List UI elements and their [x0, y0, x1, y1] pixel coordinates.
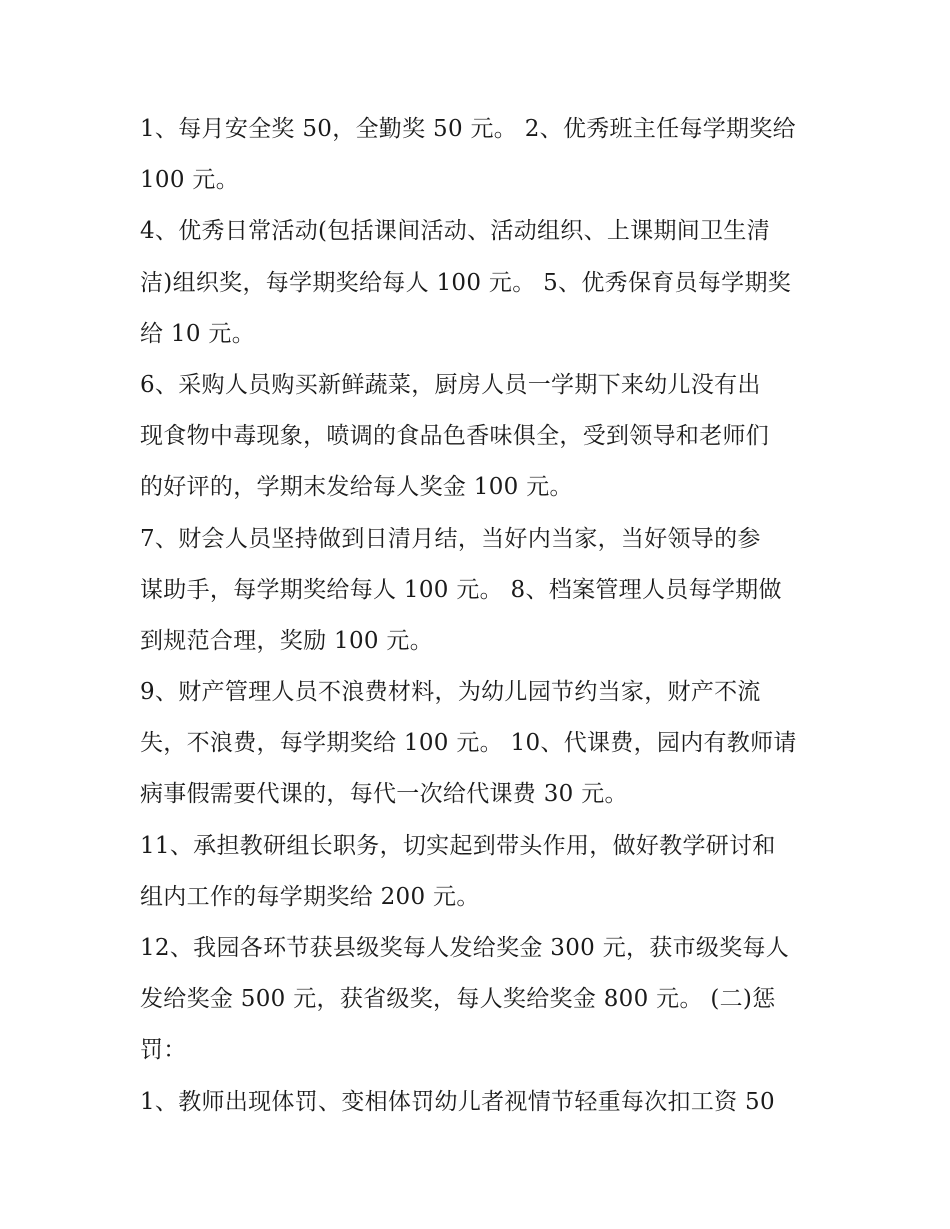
text-line: 现食物中毒现象，喷调的食品色香味俱全，受到领导和老师们 [140, 423, 770, 450]
text-line: 100 元。 [140, 167, 240, 194]
text-line: 发给奖金 500 元，获省级奖，每人奖给奖金 800 元。 (二)惩 [140, 986, 776, 1013]
text-line: 的好评的，学期末发给每人奖金 100 元。 [140, 474, 573, 501]
text-line: 给 10 元。 [140, 320, 255, 347]
text-line: 失，不浪费，每学期奖给 100 元。 10、代课费，园内有教师请 [140, 730, 797, 757]
text-line: 罚： [140, 1037, 187, 1064]
text-line: 谋助手，每学期奖给每人 100 元。 8、档案管理人员每学期做 [140, 576, 782, 603]
text-line: 11、承担教研组长职务，切实起到带头作用，做好教学研讨和 [140, 832, 776, 859]
text-line: 1、每月安全奖 50，全勤奖 50 元。 2、优秀班主任每学期奖给 [140, 116, 796, 142]
text-line: 7、财会人员坚持做到日清月结，当好内当家，当好领导的参 [140, 525, 761, 552]
text-line: 9、财产管理人员不浪费材料，为幼儿园节约当家，财产不流 [140, 679, 761, 706]
text-line: 1、教师出现体罚、变相体罚幼儿者视情节轻重每次扣工资 50 [140, 1088, 775, 1115]
text-line: 病事假需要代课的，每代一次给代课费 30 元。 [140, 781, 628, 808]
text-line: 洁)组织奖，每学期奖给每人 100 元。 5、优秀保育员每学期奖 [140, 269, 792, 296]
text-line: 6、采购人员购买新鲜蔬菜，厨房人员一学期下来幼儿没有出 [140, 371, 761, 398]
text-line: 组内工作的每学期奖给 200 元。 [140, 883, 480, 910]
text-line: 到规范合理，奖励 100 元。 [140, 627, 434, 654]
document-body [140, 107, 810, 1131]
text-line: 12、我园各环节获县级奖每人发给奖金 300 元，获市级奖每人 [140, 935, 790, 961]
text-line: 4、优秀日常活动(包括课间活动、活动组织、上课期间卫生清 [140, 218, 771, 245]
